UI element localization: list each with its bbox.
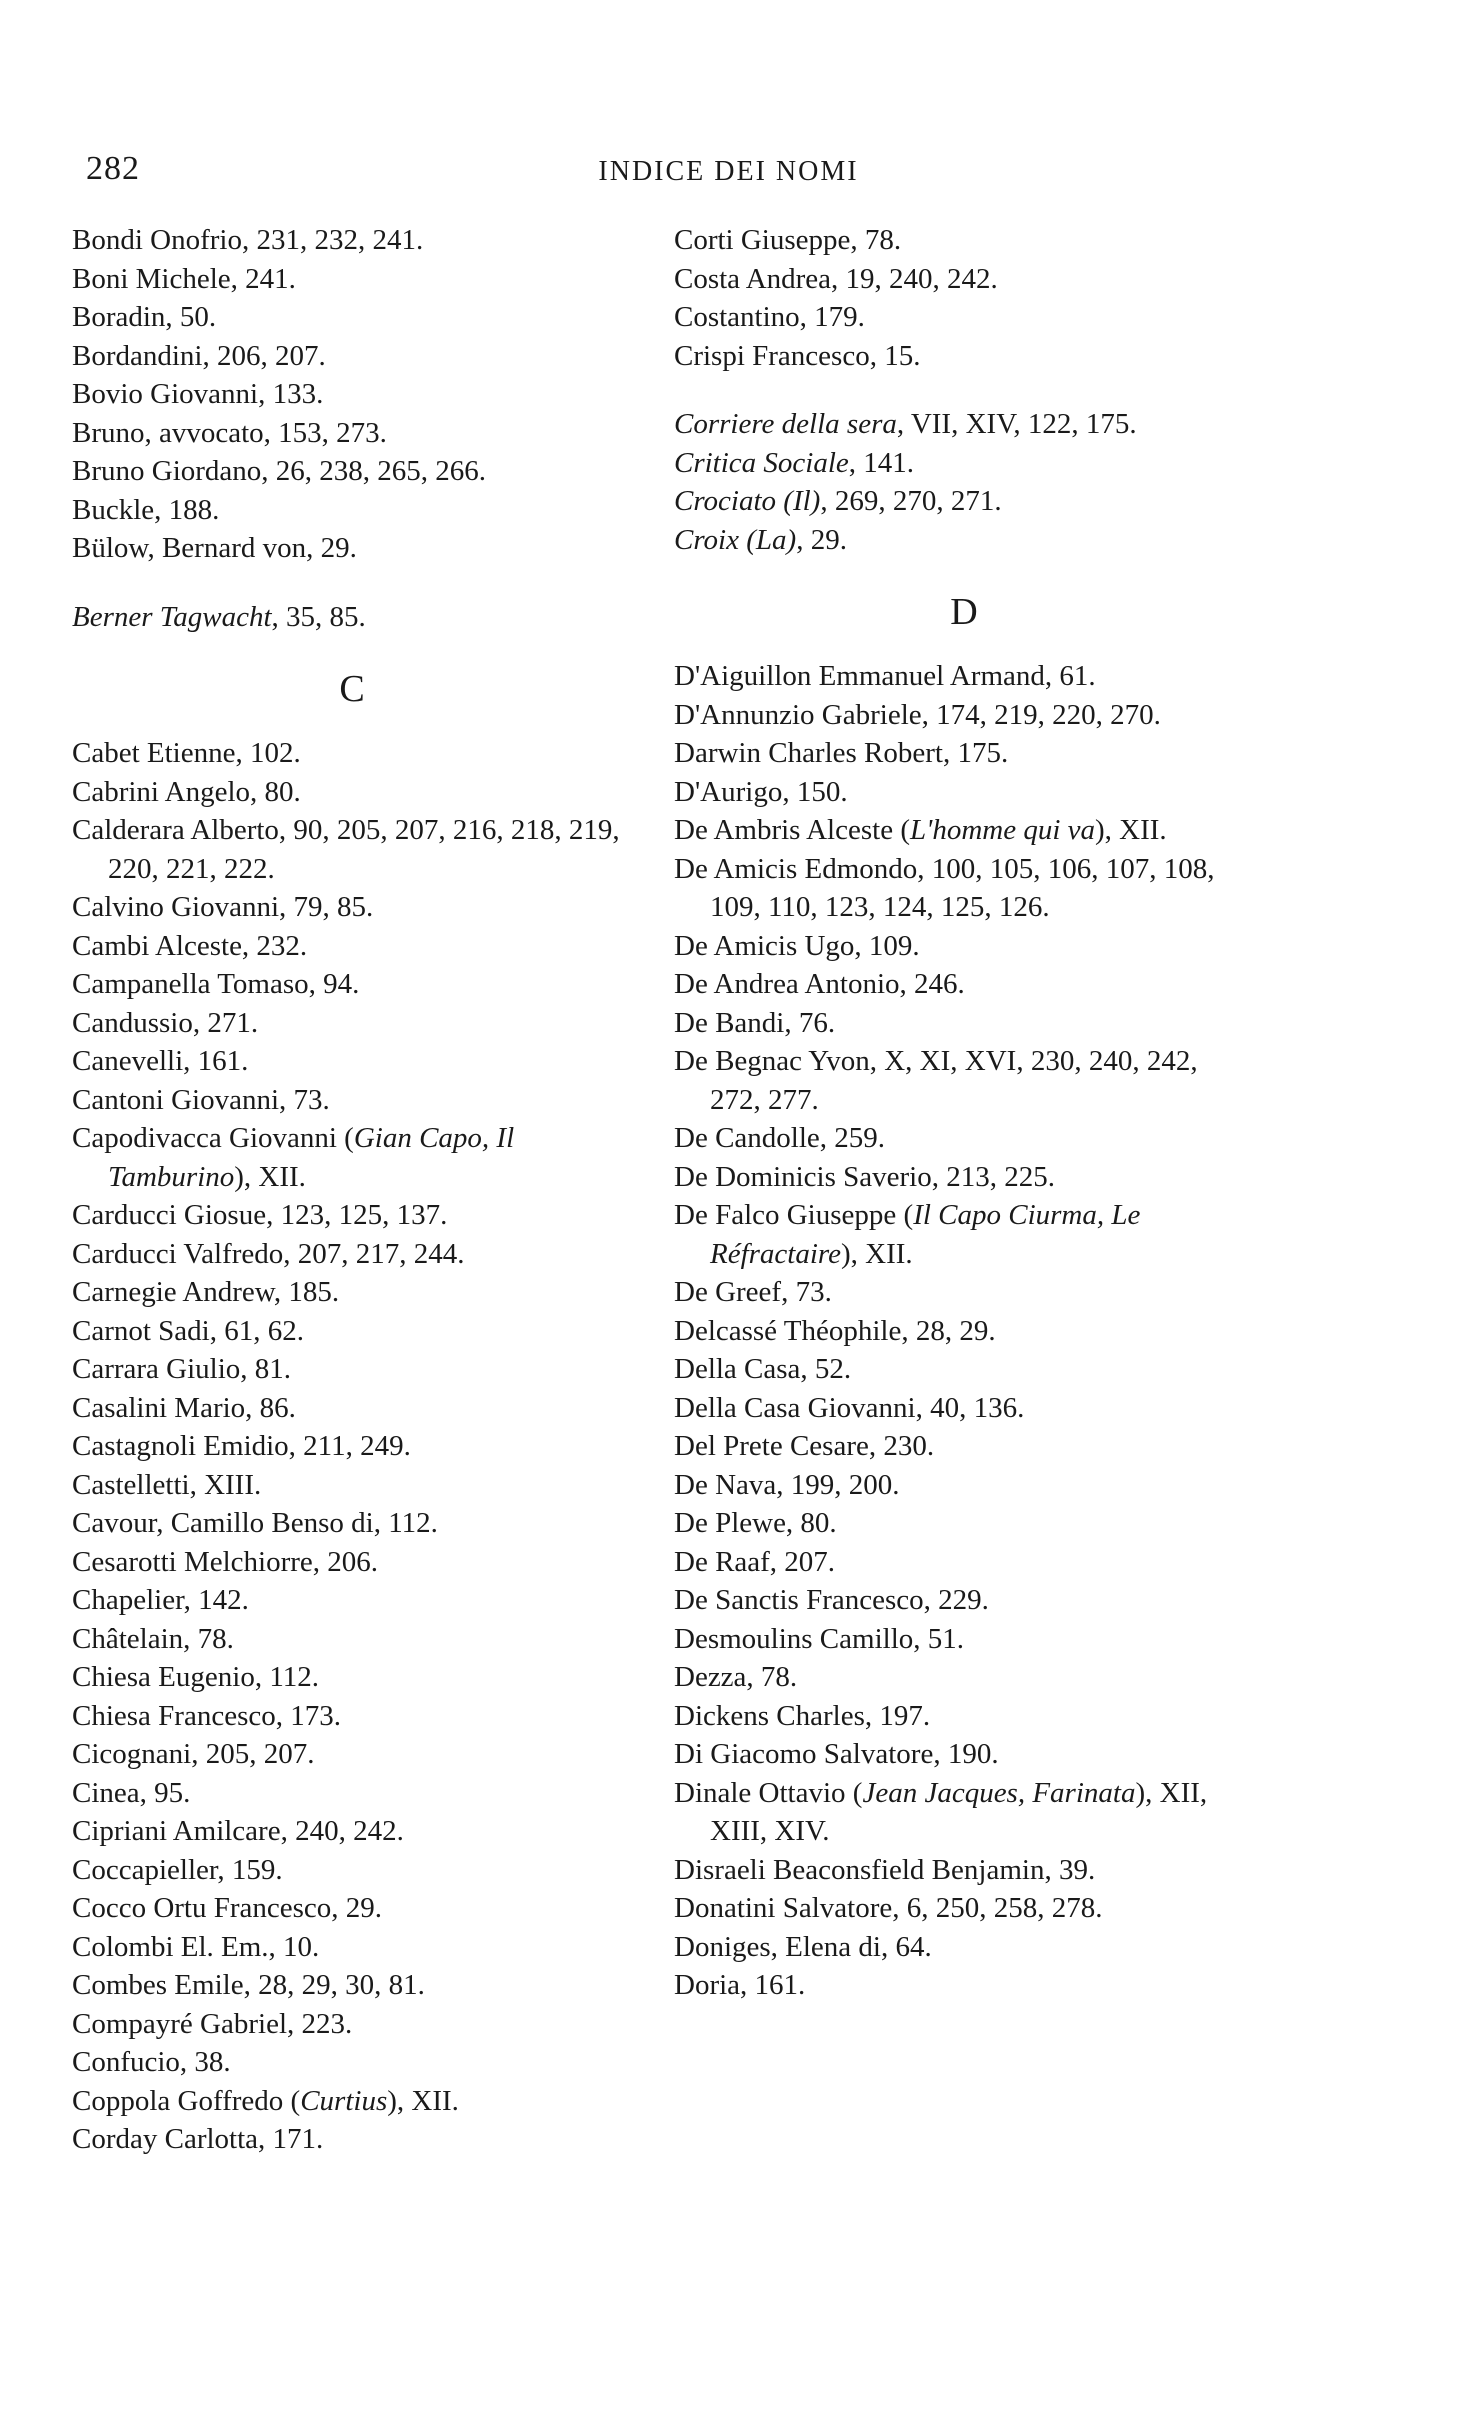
index-entry: Bondi Onofrio, 231, 232, 241. — [72, 224, 424, 256]
entry-text: , VII, XIV, 122, 175. — [896, 408, 1137, 440]
entry-text: , 269, 270, 271. — [820, 485, 1002, 517]
entry-italic-text: Jean Jacques, Farinata — [862, 1776, 1136, 1809]
index-entry: Carducci Valfredo, 207, 217, 244. — [72, 1237, 465, 1270]
index-entry: Doria, 161. — [674, 1969, 806, 2001]
index-entry: Dickens Charles, 197. — [674, 1699, 931, 1732]
index-entry: Costa Andrea, 19, 240, 242. — [674, 262, 998, 295]
index-entry: D'Annunzio Gabriele, 174, 219, 220, 270. — [674, 698, 1161, 731]
index-entry: Casalini Mario, 86. — [72, 1391, 296, 1424]
index-entry: Cabet Etienne, 102. — [72, 737, 301, 769]
index-entry: Donatini Salvatore, 6, 250, 258, 278. — [674, 1892, 1103, 1924]
index-entry: Corti Giuseppe, 78. — [674, 224, 902, 256]
entry-text: , 35, 85. — [271, 600, 366, 633]
entry-italic-text: Croix (La) — [674, 523, 797, 556]
index-entry — [72, 598, 632, 637]
index-entry: Bruno Giordano, 26, 238, 265, 266. — [72, 455, 487, 487]
index-entry — [674, 1774, 1254, 1851]
index-entry: D'Aiguillon Emmanuel Armand, 61. — [674, 660, 1096, 692]
index-entry: Châtelain, 78. — [72, 1622, 234, 1655]
entry-italic-text: Corriere della sera — [674, 408, 897, 440]
index-entry: D'Aurigo, 150. — [674, 775, 848, 808]
index-entry: Calderara Alberto, 90, 205, 207, 216, 218, 219, 220, 221, 222. — [72, 814, 620, 885]
index-entry: Carnot Sadi, 61, 62. — [72, 1314, 304, 1347]
entry-text: Coppola Goffredo ( — [72, 2084, 301, 2117]
index-entry: Chapelier, 142. — [72, 1584, 249, 1616]
entry-text: ), XII. — [841, 1237, 913, 1270]
index-entry: Carnegie Andrew, 185. — [72, 1276, 340, 1308]
index-entry: De Amicis Ugo, 109. — [674, 929, 920, 962]
index-entry: Desmoulins Camillo, 51. — [674, 1622, 964, 1655]
index-entry: Campanella Tomaso, 94. — [72, 968, 360, 1000]
page-number: 282 — [86, 150, 140, 187]
index-entry — [72, 1119, 632, 1196]
index-entry: Cipriani Amilcare, 240, 242. — [72, 1815, 404, 1847]
index-entry: De Greef, 73. — [674, 1276, 832, 1308]
index-entry: Compayré Gabriel, 223. — [72, 2007, 353, 2040]
entry-italic-text: Berner Tagwacht — [72, 600, 272, 633]
index-column-left — [72, 221, 632, 2159]
index-entry: Calvino Giovanni, 79, 85. — [72, 891, 374, 923]
entry-italic-text: Curtius — [300, 2084, 388, 2117]
index-entry: Bruno, avvocato, 153, 273. — [72, 416, 387, 449]
index-entry: Costantino, 179. — [674, 301, 865, 333]
entry-text: Capodivacca Giovanni ( — [72, 1122, 354, 1154]
entry-text: , 29. — [796, 523, 847, 556]
index-entry: Canevelli, 161. — [72, 1045, 249, 1077]
index-column-right — [674, 221, 1254, 2005]
index-entry: Corday Carlotta, 171. — [72, 2123, 324, 2155]
index-entry: Combes Emile, 28, 29, 30, 81. — [72, 1969, 425, 2001]
index-entry: De Nava, 199, 200. — [674, 1468, 900, 1501]
section-letter: C — [339, 668, 365, 710]
index-entry: Bordandini, 206, 207. — [72, 339, 326, 372]
index-entry: Delcassé Théophile, 28, 29. — [674, 1314, 996, 1347]
index-entry: Doniges, Elena di, 64. — [674, 1930, 932, 1963]
index-entry: De Bandi, 76. — [674, 1006, 836, 1039]
index-entry: Candussio, 271. — [72, 1006, 259, 1039]
index-entry: Dezza, 78. — [674, 1661, 798, 1693]
index-entry: Cicognani, 205, 207. — [72, 1738, 315, 1770]
index-entry: Darwin Charles Robert, 175. — [674, 737, 1009, 769]
index-entry: Carrara Giulio, 81. — [72, 1353, 292, 1385]
index-entry — [674, 482, 1254, 521]
index-entry: Della Casa, 52. — [674, 1353, 852, 1385]
index-entry: De Raaf, 207. — [674, 1545, 836, 1578]
index-entry: De Begnac Yvon, X, XI, XVI, 230, 240, 242, 272, 277. — [674, 1045, 1198, 1116]
index-entry: Carducci Giosue, 123, 125, 137. — [72, 1199, 448, 1231]
index-entry — [674, 811, 1254, 850]
index-entry: Cinea, 95. — [72, 1776, 191, 1809]
index-entry: Castagnoli Emidio, 211, 249. — [72, 1430, 411, 1462]
entry-text: ), XII. — [387, 2084, 459, 2117]
index-entry: Cocco Ortu Francesco, 29. — [72, 1892, 383, 1924]
entry-text: De Falco Giuseppe ( — [674, 1199, 914, 1231]
index-entry: De Sanctis Francesco, 229. — [674, 1584, 989, 1616]
index-entry: Bülow, Bernard von, 29. — [72, 532, 357, 564]
index-entry: Chiesa Eugenio, 112. — [72, 1661, 319, 1693]
entry-text: Dinale Ottavio ( — [674, 1776, 863, 1809]
entry-text: ), XII. — [234, 1160, 306, 1193]
entry-italic-text: Gian Capo, Il Tamburino — [108, 1122, 515, 1193]
entry-italic-text: Crociato (Il) — [674, 485, 821, 517]
index-entry: Colombi El. Em., 10. — [72, 1930, 320, 1963]
index-entry: De Candolle, 259. — [674, 1122, 886, 1154]
index-entry: De Amicis Edmondo, 100, 105, 106, 107, 108, 109, 110, 123, 124, 125, 126. — [674, 852, 1215, 923]
index-entry — [674, 405, 1254, 444]
entry-italic-text: Critica Sociale — [674, 446, 849, 479]
index-entry: Del Prete Cesare, 230. — [674, 1430, 935, 1462]
index-entry: Cantoni Giovanni, 73. — [72, 1083, 330, 1116]
index-entry — [674, 444, 1254, 483]
entry-text: ), XII. — [1095, 814, 1167, 846]
entry-gap — [674, 375, 1254, 405]
entry-text: ), XII, XIII, XIV. — [710, 1776, 1208, 1847]
index-entry: Buckle, 188. — [72, 493, 220, 526]
entry-italic-text: Il Capo Ciurma, Le Réfractaire — [710, 1199, 1141, 1270]
index-entry: De Dominicis Saverio, 213, 225. — [674, 1160, 1055, 1193]
index-entry: Della Casa Giovanni, 40, 136. — [674, 1391, 1025, 1424]
index-entry — [674, 521, 1254, 560]
index-entry: De Andrea Antonio, 246. — [674, 968, 965, 1000]
entry-text: , 141. — [848, 446, 915, 479]
index-entry — [72, 2082, 632, 2121]
index-entry: Boradin, 50. — [72, 301, 217, 333]
index-entry: Cavour, Camillo Benso di, 112. — [72, 1507, 438, 1539]
running-head: INDICE DEI NOMI — [598, 156, 859, 187]
index-entry: Disraeli Beaconsfield Benjamin, 39. — [674, 1853, 1096, 1886]
index-entry: Confucio, 38. — [72, 2046, 231, 2078]
index-entry: Cabrini Angelo, 80. — [72, 775, 301, 808]
index-entry: Cambi Alceste, 232. — [72, 929, 308, 962]
index-entry: Cesarotti Melchiorre, 206. — [72, 1545, 379, 1578]
index-entry: De Plewe, 80. — [674, 1507, 837, 1539]
index-entry: Di Giacomo Salvatore, 190. — [674, 1738, 999, 1770]
entry-italic-text: L'homme qui va — [909, 814, 1096, 846]
index-entry: Chiesa Francesco, 173. — [72, 1699, 341, 1732]
index-entry: Bovio Giovanni, 133. — [72, 378, 324, 410]
index-entry: Castelletti, XIII. — [72, 1468, 262, 1501]
entry-gap — [72, 568, 632, 598]
index-entry: Crispi Francesco, 15. — [674, 339, 921, 372]
index-entry: Boni Michele, 241. — [72, 262, 296, 295]
index-entry: Coccapieller, 159. — [72, 1853, 283, 1886]
index-entry — [674, 1196, 1254, 1273]
section-letter: D — [950, 591, 978, 633]
entry-text: De Ambris Alceste ( — [674, 814, 910, 846]
